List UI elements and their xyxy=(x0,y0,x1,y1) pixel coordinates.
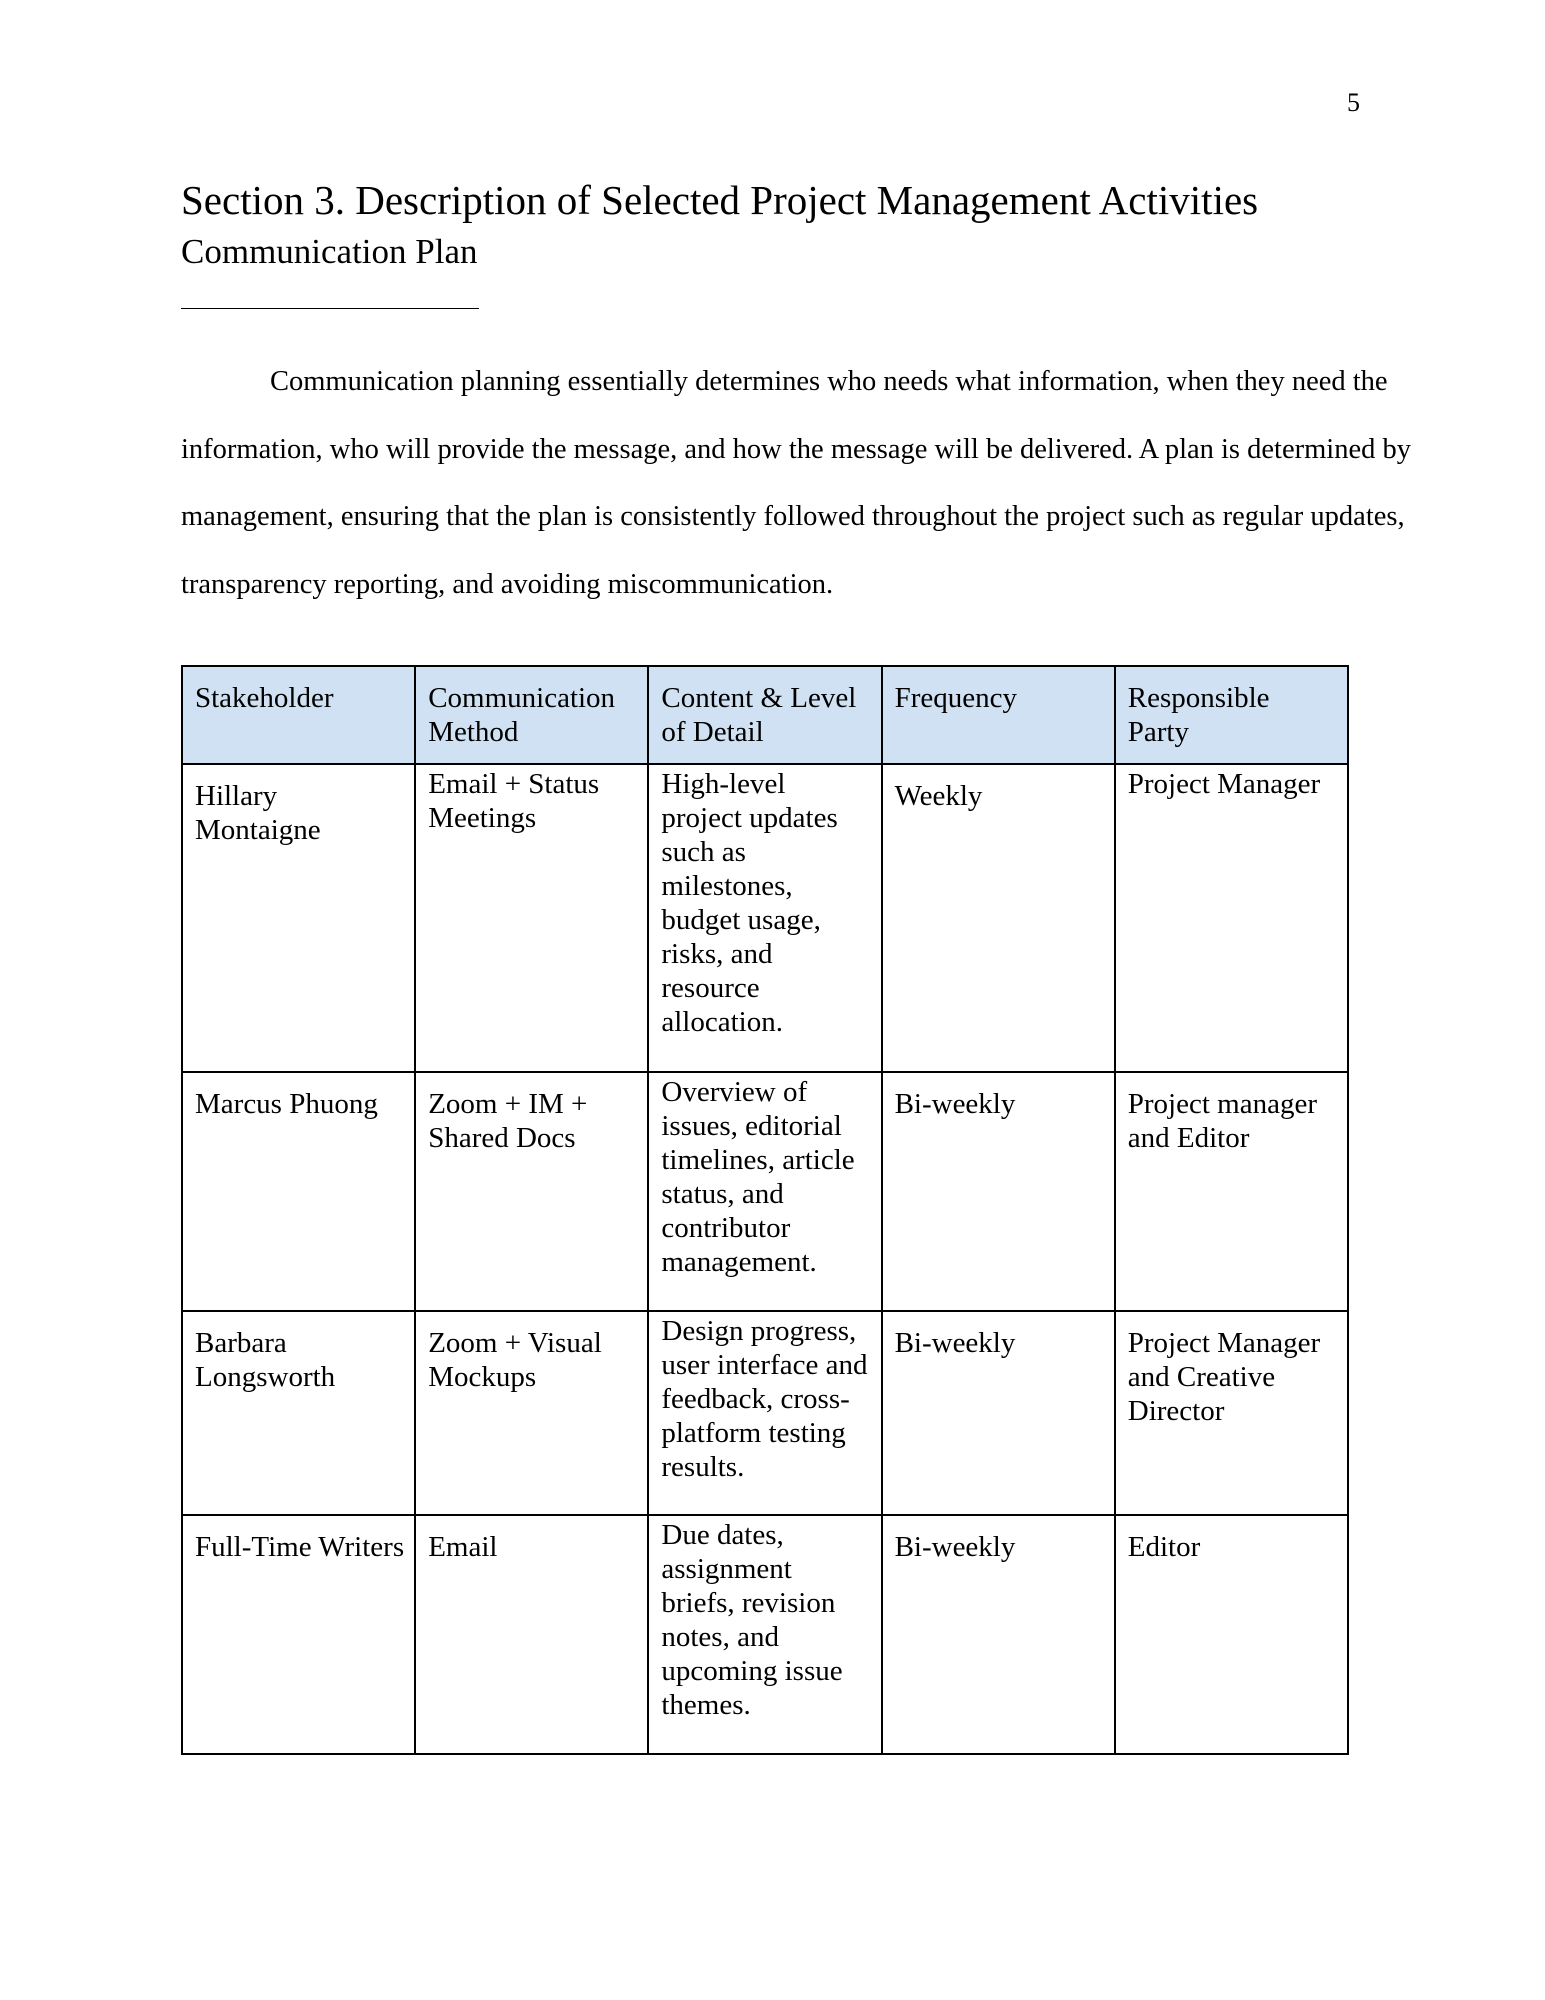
cell-content: High-level project updates such as milestones, budget usage, risks, and resource allocation. xyxy=(648,764,881,1072)
communication-plan-table xyxy=(181,665,1349,1755)
header-frequency: Frequency xyxy=(882,666,1115,764)
cell-stakeholder: Barbara Longsworth xyxy=(182,1311,415,1515)
cell-frequency: Bi-weekly xyxy=(882,1515,1115,1754)
table-row xyxy=(182,1515,1348,1754)
cell-stakeholder: Hillary Montaigne xyxy=(182,764,415,1072)
cell-method: Email xyxy=(415,1515,648,1754)
cell-method: Email + Status Meetings xyxy=(415,764,648,1072)
section-subtitle: Communication Plan xyxy=(181,232,478,271)
header-content-detail: Content & Level of Detail xyxy=(648,666,881,764)
cell-responsible: Project Manager and Creative Director xyxy=(1115,1311,1348,1515)
cell-stakeholder: Marcus Phuong xyxy=(182,1072,415,1311)
heading-rule xyxy=(181,308,479,309)
section-title: Section 3. Description of Selected Project Management Activities xyxy=(181,177,1259,223)
header-stakeholder: Stakeholder xyxy=(182,666,415,764)
cell-content: Due dates, assignment briefs, revision notes, and upcoming issue themes. xyxy=(648,1515,881,1754)
table-row xyxy=(182,1072,1348,1311)
cell-content: Overview of issues, editorial timelines, article status, and contributor management. xyxy=(648,1072,881,1311)
cell-content: Design progress, user interface and feedback, cross-platform testing results. xyxy=(648,1311,881,1515)
cell-frequency: Weekly xyxy=(882,764,1115,1072)
cell-responsible: Project Manager xyxy=(1115,764,1348,1072)
intro-paragraph: Communication planning essentially determines who needs what information, when they need the information, who will provide the message, and how the message will be delivered. A plan is determined by management, ensuring that the plan is consistently followed throughout the project such as regular updates, transparency reporting, and avoiding miscommunication. xyxy=(181,366,1411,600)
table-header-row xyxy=(182,666,1348,764)
cell-method: Zoom + IM + Shared Docs xyxy=(415,1072,648,1311)
cell-stakeholder: Full-Time Writers xyxy=(182,1515,415,1754)
table-row xyxy=(182,764,1348,1072)
cell-frequency: Bi-weekly xyxy=(882,1072,1115,1311)
cell-responsible: Editor xyxy=(1115,1515,1348,1754)
header-communication-method: Communication Method xyxy=(415,666,648,764)
page-number: 5 xyxy=(1347,88,1360,117)
cell-responsible: Project manager and Editor xyxy=(1115,1072,1348,1311)
cell-frequency: Bi-weekly xyxy=(882,1311,1115,1515)
cell-method: Zoom + Visual Mockups xyxy=(415,1311,648,1515)
header-responsible-party: Responsible Party xyxy=(1115,666,1348,764)
table-row xyxy=(182,1311,1348,1515)
